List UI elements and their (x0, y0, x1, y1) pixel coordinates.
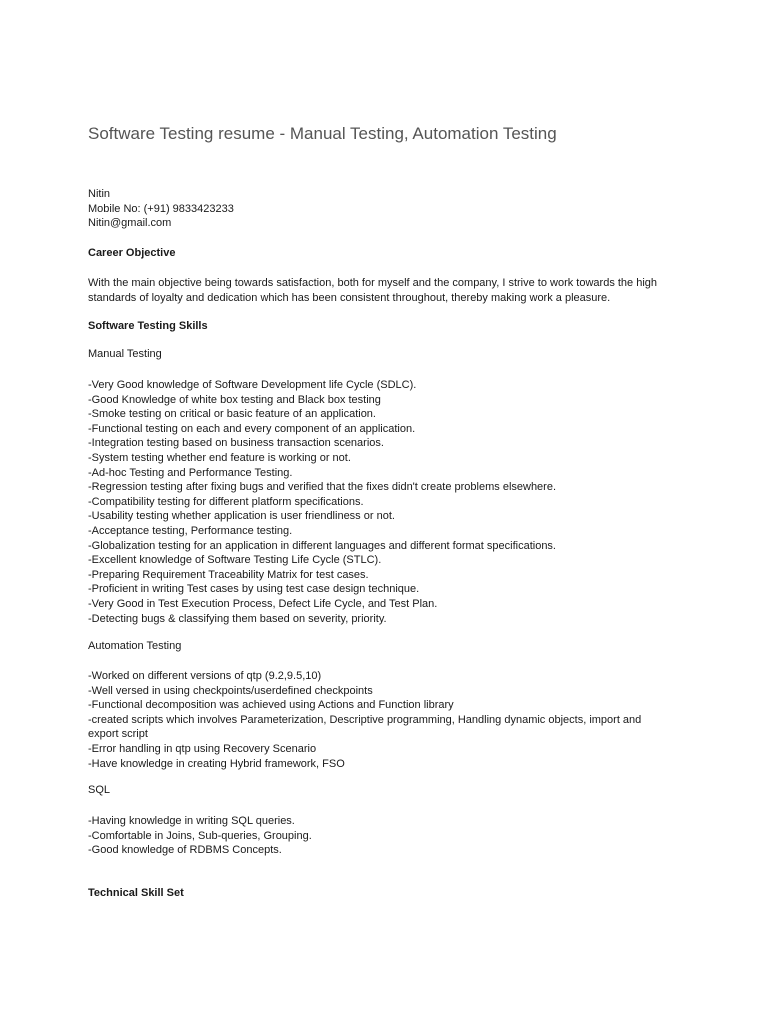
contact-block (88, 187, 688, 231)
list-item: -Compatibility testing for different platform specifications. (88, 495, 364, 508)
sql-heading: SQL (88, 784, 111, 796)
document-title: Software Testing resume - Manual Testing, Automation Testing (88, 124, 557, 143)
list-item: -Error handling in qtp using Recovery Scenario (88, 742, 317, 755)
list-item: -Acceptance testing, Performance testing. (88, 524, 293, 537)
career-objective-heading-block (88, 247, 688, 259)
skills-heading-block (88, 320, 688, 332)
list-item: -Usability testing whether application is user friendliness or not. (88, 510, 395, 523)
list-item: -System testing whether end feature is working or not. (88, 451, 351, 464)
list-item: -Worked on different versions of qtp (9.2,9.5,10) (88, 670, 322, 682)
career-objective-text: With the main objective being towards satisfaction, both for myself and the company, I strive to work towards the high standards of loyalty and dedication which has been consistent throughout, thereby making work a pleasure. (88, 277, 658, 304)
contact-name: Nitin (88, 188, 111, 200)
list-item: -created scripts which involves Parameterization, Descriptive programming, Handling dynamic objects, import and (88, 713, 642, 726)
contact-email: Nitin@gmail.com (88, 217, 172, 230)
list-item: -Functional decomposition was achieved using Actions and Function library (88, 699, 454, 712)
automation-testing-heading: Automation Testing (88, 640, 182, 652)
technical-skill-heading: Technical Skill Set (88, 887, 184, 899)
list-item: -Proficient in writing Test cases by using test case design technique. (88, 583, 420, 596)
list-item: -Good knowledge of RDBMS Concepts. (88, 844, 282, 857)
automation-testing-heading-block (88, 640, 688, 652)
list-item: -Globalization testing for an application in different languages and different format specifications. (88, 539, 556, 552)
list-item: -Smoke testing on critical or basic feature of an application. (88, 408, 376, 421)
manual-testing-list (88, 378, 688, 626)
list-item: export script (88, 728, 148, 741)
career-objective-block (88, 276, 688, 305)
list-item: -Very Good knowledge of Software Development life Cycle (SDLC). (88, 379, 417, 391)
list-item: -Have knowledge in creating Hybrid framework, FSO (88, 757, 345, 770)
list-item: -Good Knowledge of white box testing and Black box testing (88, 393, 381, 406)
sql-list (88, 814, 688, 858)
sql-heading-block (88, 784, 688, 796)
list-item: -Comfortable in Joins, Sub-queries, Grouping. (88, 829, 312, 842)
manual-testing-heading: Manual Testing (88, 348, 162, 360)
list-item: -Functional testing on each and every component of an application. (88, 422, 416, 435)
list-item: -Excellent knowledge of Software Testing Life Cycle (STLC). (88, 554, 382, 567)
skills-heading: Software Testing Skills (88, 320, 208, 332)
technical-skill-heading-block (88, 887, 688, 899)
list-item: -Well versed in using checkpoints/userdefined checkpoints (88, 684, 373, 697)
list-item: -Ad-hoc Testing and Performance Testing. (88, 466, 293, 479)
list-item: -Detecting bugs & classifying them based on severity, priority. (88, 612, 387, 625)
automation-testing-list (88, 669, 688, 771)
list-item: -Integration testing based on business transaction scenarios. (88, 437, 384, 450)
list-item: -Very Good in Test Execution Process, Defect Life Cycle, and Test Plan. (88, 597, 438, 610)
career-objective-heading: Career Objective (88, 247, 176, 259)
list-item: -Having knowledge in writing SQL queries. (88, 815, 295, 827)
list-item: -Regression testing after fixing bugs and verified that the fixes didn't create problems elsewhere. (88, 481, 557, 494)
list-item: -Preparing Requirement Traceability Matrix for test cases. (88, 568, 369, 581)
manual-testing-heading-block (88, 348, 688, 360)
contact-mobile: Mobile No: (+91) 9833423233 (88, 202, 234, 215)
